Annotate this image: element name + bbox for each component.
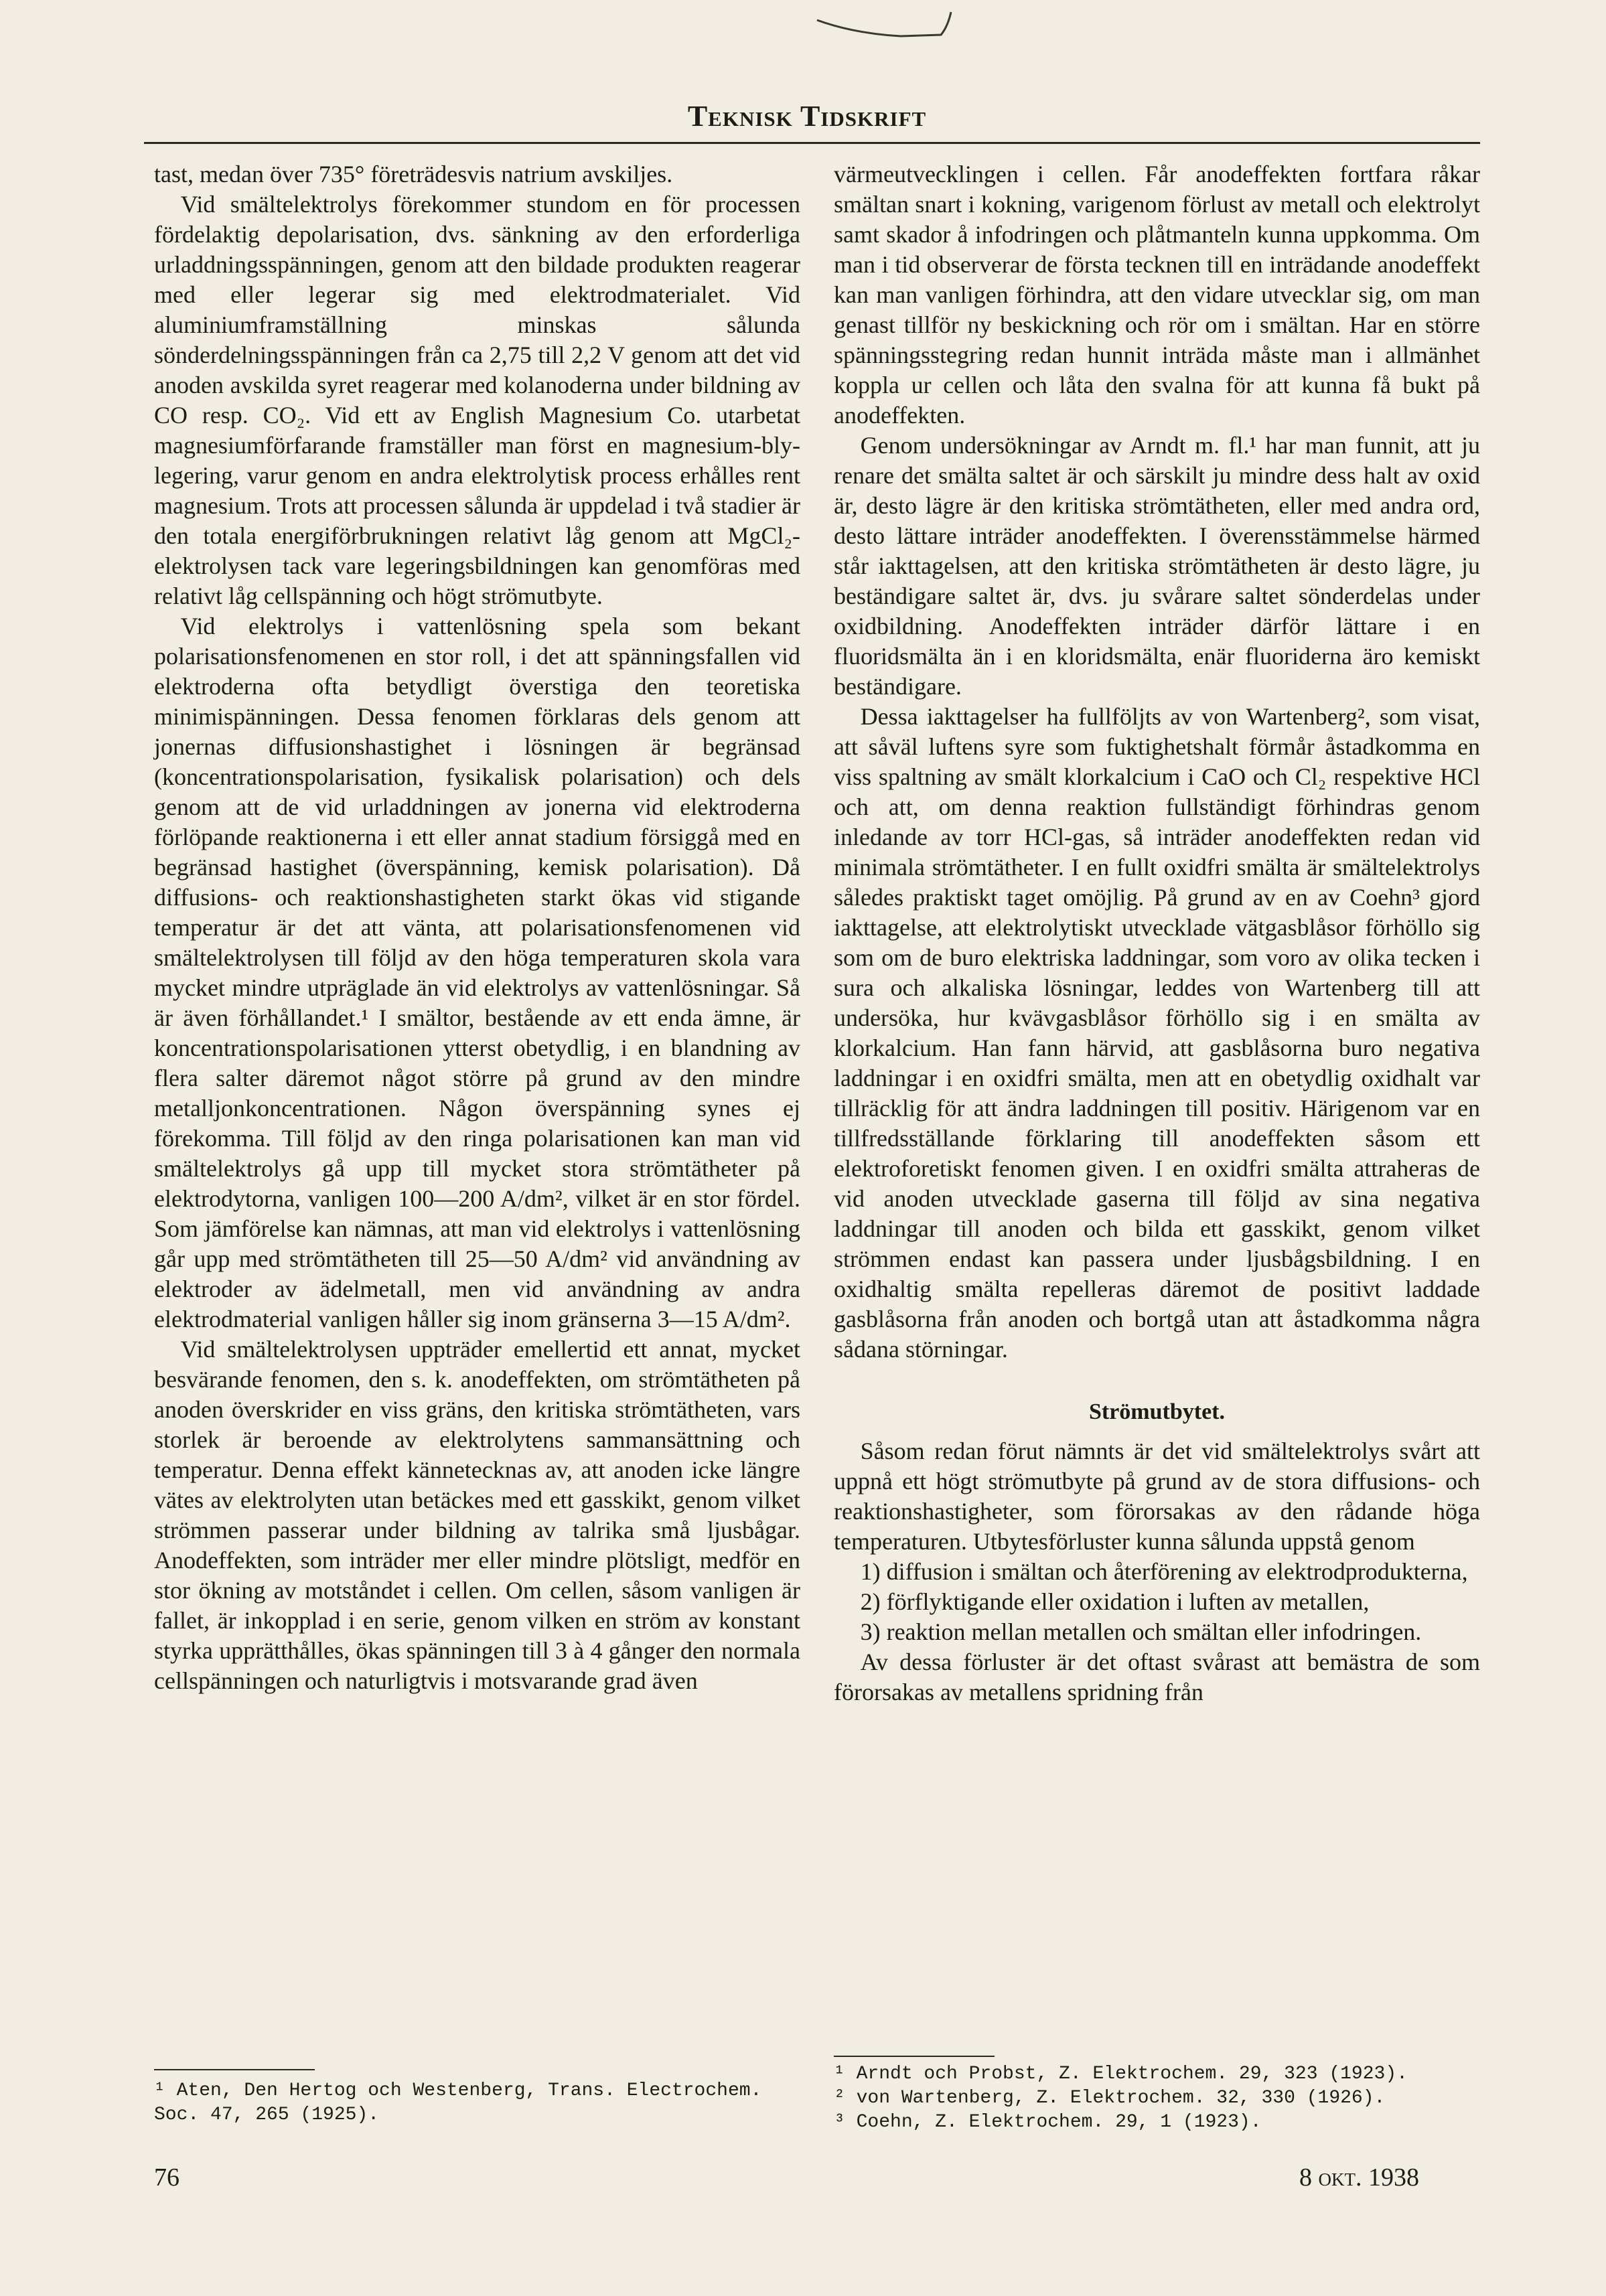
paragraph: tast, medan över 735° företrädesvis natrium avskiljes. <box>154 161 673 187</box>
footnote: ³ Coehn, Z. Elektrochem. 29, 1 (1923). <box>834 2112 1262 2133</box>
header-rule <box>144 142 1480 144</box>
left-footnotes <box>154 2079 800 2127</box>
footnote: ¹ Aten, Den Hertog och Westenberg, Trans. Electrochem. Soc. 47, 265 (1925). <box>154 2080 762 2125</box>
paragraph: Vid smältelektrolysen uppträder emellertid ett annat, mycket besvärande fenomen, den s. k. anodeffekten, om strömtätheten på anoden överskrider en viss gräns, den kritiska strömtätheten, vars storlek är beroende av elektrolytens sammansättning och temperatur. Denna effekt kännetecknas av, att anoden icke längre vätes av elektrolyten utan betäckes med ett gasskikt, genom vilket strömmen passerar under bildning av talrika små ljusbågar. Anodeffekten, som inträder mer eller mindre plötsligt, medför en stor ökning av motståndet i cellen. Om cellen, såsom vanligen är fallet, är inkopplad i en serie, genom vilken en ström av konstant styrka upprätthålles, ökas spänningen till 3 à 4 gånger den normala cellspänningen och naturligtvis i motsvarande grad även <box>154 1336 800 1694</box>
list-item: 2) förflyktigande eller oxidation i luften av metallen, <box>860 1588 1370 1615</box>
right-column <box>834 159 1480 1707</box>
paragraph: Dessa iakttagelser ha fullföljts av von Wartenberg², som visat, att såväl luftens syre som fuktighetshalt förmår åstadkomma en viss spaltning av smält klorkalcium i CaO och Cl₂ respektive HCl och att, om denna reaktion fullständigt förhindras genom inledande av torr HCl-gas, så inträder anodeffekten redan vid minimala strömtätheter. I en fullt oxidfri smälta är smältelektrolys således praktiskt taget omöjlig. På grund av en av Coehn³ gjord iakttagelse, att elektrolytiskt utvecklade vätgasblåsor förhöllo sig som om de buro elektriska laddningar, som voro av olika tecken i sura och alkaliska lösningar, leddes von Wartenberg till att undersöka, hur kvävgasblåsor förhöllo sig i en smälta av klorkalcium. Han fann härvid, att gasblåsorna buro negativa laddningar i en oxidfri smälta, men att en obetydlig oxidhalt var tillräcklig för att ändra laddningen till positiv. Härigenom var en tillfredsställande förklaring till anodeffekten såsom ett elektroforetiskt fenomen given. I en oxidfri smälta attraheras de vid anoden utvecklade gaserna till följd av sina negativa laddningar till anoden och bilda ett gasskikt, genom vilket strömmen endast kan passera under ljusbågsbildning. I en oxidhaltig smälta repelleras däremot de positivt laddade gasblåsorna från anoden och bortgå utan att åstadkomma några sådana störningar. <box>834 703 1480 1363</box>
paragraph: Av dessa förluster är det oftast svårast att bemästra de som förorsakas av metallens spridning från <box>834 1649 1480 1705</box>
footnote-rule <box>834 2056 995 2057</box>
footnote-rule <box>154 2069 315 2070</box>
pencil-mark <box>814 7 954 47</box>
list-item: 3) reaktion mellan metallen och smältan eller infodringen. <box>860 1618 1422 1645</box>
issue-date: 8 okt. 1938 <box>1299 2163 1419 2192</box>
section-heading: Strömutbytet. <box>1088 1399 1226 1424</box>
journal-header: Teknisk Tidskrift <box>687 100 927 133</box>
footnote: ¹ Arndt och Probst, Z. Elektrochem. 29, 323 (1923). <box>834 2064 1408 2084</box>
right-footnotes <box>834 2062 1480 2135</box>
paragraph: Vid elektrolys i vattenlösning spela som bekant polarisationsfenomenen en stor roll, i det att spänningsfallen vid elektroderna ofta betydligt överstiga den teoretiska minimispänningen. Dessa fenomen förklaras dels genom att jonernas diffusionshastighet i lösningen är begränsad (koncentrationspolarisation, fysikalisk polarisation) och dels genom att de vid urladdningen av jonerna vid elektroderna förlöpande reaktionerna i ett eller annat stadium försiggå med en begränsad hastighet (överspänning, kemisk polarisation). Då diffusions- och reaktionshastigheten starkt ökas vid stigande temperatur är det att vänta, att polarisationsfenomenen vid smältelektrolysen till följd av den höga temperaturen skola vara mycket mindre utpräglade än vid elektrolys av vattenlösningar. Så är även förhållandet.¹ I smältor, bestående av ett enda ämne, är koncentrationspolarisationen ytterst obetydlig, i en blandning av flera salter däremot något större på grund av den mindre metalljonkoncentrationen. Någon överspänning synes ej förekomma. Till följd av den ringa polarisationen kan man vid smältelektrolys gå upp till mycket stora strömtätheter på elektrodytorna, vanligen 100—200 A/dm², vilket är en stor fördel. Som jämförelse kan nämnas, att man vid elektrolys i vattenlösning går upp med strömtätheten till 25—50 A/dm² vid användning av elektroder av ädelmetall, men vid användning av andra elektrodmaterial vanligen håller sig inom gränserna 3—15 A/dm². <box>154 613 800 1332</box>
paragraph: värmeutvecklingen i cellen. Får anodeffekten fortfara råkar smältan snart i kokning, varigenom förlust av metall och elektrolyt samt skador å infodringen och plåtmanteln kunna uppkomma. Om man i tid observerar de första tecknen till en inträdande anodeffekt kan man vanligen förhindra, att den vidare utvecklar sig, om man genast tillför ny beskickning och rör om i smältan. Har en större spänningsstegring redan hunnit inträda måste man i allmänhet koppla ur cellen och låta den svalna för att kunna få bukt på anodeffekten. <box>834 161 1480 429</box>
footnote: ² von Wartenberg, Z. Elektrochem. 32, 330 (1926). <box>834 2088 1386 2109</box>
page-number: 76 <box>154 2163 179 2192</box>
left-column <box>154 159 800 1696</box>
paragraph: Genom undersökningar av Arndt m. fl.¹ har man funnit, att ju renare det smälta saltet är och särskilt ju mindre dess halt av oxid är, desto lägre är den kritiska strömtätheten, eller med andra ord, desto lättare inträder anodeffekten. I överensstämmelse härmed står iakttagelsen, att den kritiska strömtätheten är desto lägre, ju beständigare saltet är, dvs. ju svårare saltet sönderdelas under oxidbildning. Anodeffekten inträder därför lättare i en fluoridsmälta än i en kloridsmälta, enär fluoriderna äro kemiskt beständigare. <box>834 432 1480 700</box>
paragraph: Såsom redan förut nämnts är det vid smältelektrolys svårt att uppnå ett högt strömutbyte på grund av de stora diffusions- och reaktionshastigheter, som förorsakas av den rådande höga temperaturen. Utbytesförluster kunna sålunda uppstå genom <box>834 1438 1480 1555</box>
paragraph: Vid smältelektrolys förekommer stundom en för processen fördelaktig depolarisation, dvs. sänkning av den erforderliga urladdningsspänningen, genom att den bildade produkten reagerar med eller legerar sig med elektrodmaterialet. Vid aluminiumframställning minskas sålunda sönderdelningsspänningen från ca 2,75 till 2,2 V genom att det vid anoden avskilda syret reagerar med kolanoderna under bildning av CO resp. CO₂. Vid ett av English Magnesium Co. utarbetat magnesiumförfarande framställer man först en magnesium-bly-legering, varur genom en andra elektrolytisk process erhålles rent magnesium. Trots att processen sålunda är uppdelad i två stadier är den totala energiförbrukningen relativt låg genom att MgCl₂-elektrolysen tack vare legeringsbildningen kan genomföras med relativt låg cellspänning och högt strömutbyte. <box>154 191 800 609</box>
list-item: 1) diffusion i smältan och återförening av elektrodprodukterna, <box>860 1558 1468 1585</box>
